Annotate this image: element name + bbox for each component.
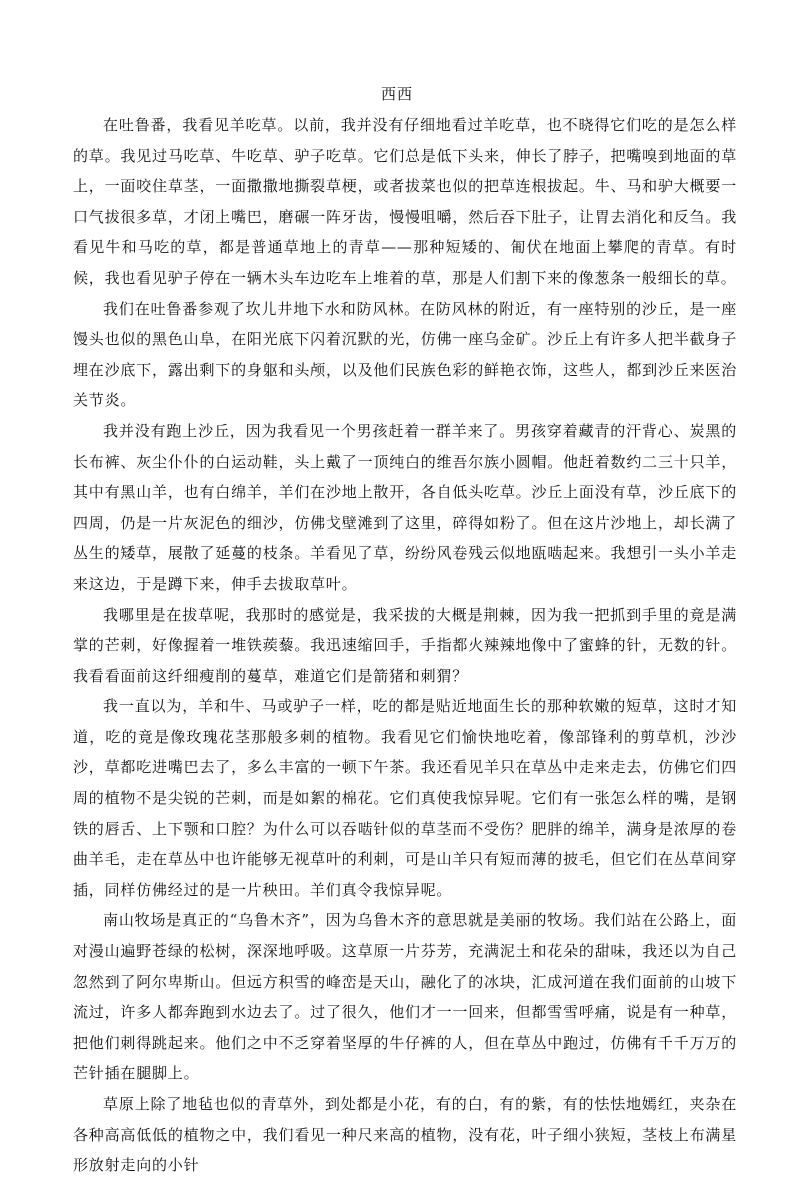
paragraph: 南山牧场是真正的“乌鲁木齐”，因为乌鲁木齐的意思就是美丽的牧场。我们站在公路上，面对漫山遍野苍绿的松树，深深地呼吸。这草原一片芬芳，充满泥土和花朵的甜味，我还以为自己忽然到了阿尔卑斯山。但远方积雪的峰峦是天山，融化了的冰块，汇成河道在我们面前的山坡下流过，许多人都奔跑到水边去了。过了很久，他们才一一回来，但都雪雪呼痛，说是有一种草，把他们刺得跳起来。他们之中不乏穿着坚厚的牛仔裤的人，但在草丛中跑过，仿佛有千千万万的芒针插在腿脚上。	[73, 911, 737, 1083]
document-body	[73, 110, 737, 1181]
paragraph: 我一直以为，羊和牛、马或驴子一样，吃的都是贴近地面生长的那种软嫩的短草，这时才知道，吃的竟是像玫瑰花茎那般多刺的植物。我看见它们愉快地吃着，像部锋利的剪草机，沙沙沙，草都吃进嘴巴去了，多么丰富的一顿下午茶。我还看见羊只在草丛中走来走去，仿佛它们四周的植物不是尖锐的芒刺，而是如絮的棉花。它们真使我惊异呢。它们有一张怎么样的嘴，是钢铁的唇舌、上下颚和口腔？为什么可以吞啮针似的草茎而不受伤？肥胖的绵羊，满身是浓厚的卷曲羊毛，走在草丛中也许能够无视草叶的利刺，可是山羊只有短而薄的披毛，但它们在丛草间穿插，同样仿佛经过的是一片秧田。羊们真令我惊异呢。	[73, 697, 737, 899]
paragraph: 我哪里是在拔草呢，我那时的感觉是，我采拔的大概是荆棘，因为我一把抓到手里的竟是满掌的芒刺，好像握着一堆铁蒺藜。我迅速缩回手，手指都火辣辣地像中了蜜蜂的针，无数的针。我看看面前这纤细瘦削的蔓草，难道它们是箭猪和刺猬？	[73, 605, 737, 685]
paragraph: 我并没有跑上沙丘，因为我看见一个男孩赶着一群羊来了。男孩穿着藏青的汗背心、炭黑的长布裤、灰尘仆仆的白运动鞋，头上戴了一顶纯白的维吾尔族小圆帽。他赶着数约二三十只羊，其中有黑山羊，也有白绵羊，羊们在沙地上散开，各自低头吃草。沙丘上面没有草，沙丘底下的四周，仍是一片灰泥色的细沙，仿佛戈壁滩到了这里，碎得如粉了。但在这片沙地上，却长满了丛生的矮草，展散了延蔓的枝条。羊看见了草，纷纷风卷残云似地瓯啮起来。我想引一头小羊走来这边，于是蹲下来，伸手去拔取草叶。	[73, 421, 737, 593]
paragraph: 在吐鲁番，我看见羊吃草。以前，我并没有仔细地看过羊吃草，也不晓得它们吃的是怎么样的草。我见过马吃草、牛吃草、驴子吃草。它们总是低下头来，伸长了脖子，把嘴嗅到地面的草上，一面咬住草茎，一面撒撒地撕裂草梗，或者拔菜也似的把草连根拔起。牛、马和驴大概要一口气拔很多草，才闭上嘴巴，磨碾一阵牙齿，慢慢咀嚼，然后吞下肚子，让胃去消化和反刍。我看见牛和马吃的草，都是普通草地上的青草——那种短矮的、匍伏在地面上攀爬的青草。有时候，我也看见驴子停在一辆木头车边吃车上堆着的草，那是人们割下来的像葱条一般细长的草。	[73, 116, 737, 287]
paragraph: 草原上除了地毡也似的青草外，到处都是小花，有的白，有的紫，有的怯怯地嫣红，夹杂在各种高高低低的植物之中，我们看见一种尺来高的植物，没有花，叶子细小狭短，茎枝上布满星形放射走向的小针	[73, 1095, 737, 1175]
document-title: 西西	[380, 85, 413, 103]
paragraph: 我们在吐鲁番参观了坎儿井地下水和防风林。在防风林的附近，有一座特别的沙丘，是一座馒头也似的黑色山阜，在阳光底下闪着沉默的光，仿佛一座乌金矿。沙丘上有许多人把半截身子埋在沙底下，露出剩下的身躯和头颅，以及他们民族色彩的鲜艳衣饰，这些人，都到沙丘来医治关节炎。	[73, 299, 737, 410]
